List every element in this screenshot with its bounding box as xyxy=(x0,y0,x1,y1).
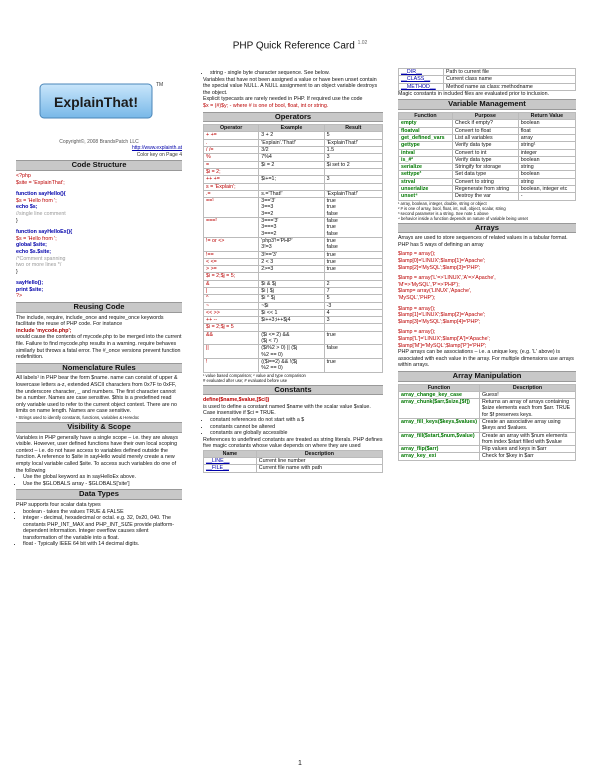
magic-constants-table xyxy=(203,450,383,473)
constants-text: is used to define a constant named $name with the scalar value $value. Case insensitive if $ci = TRUE. xyxy=(203,403,371,417)
variable-mgmt-footnote: ¹ array, boolean, integer, double, string or object ² # is one of array, bool, float, int, null, object, scalar, string ³ second parameter is a string. See note 1 above ⁴ behavior inside a function depends on nature of variable being unset xyxy=(398,200,528,221)
table-row xyxy=(204,266,383,273)
table-cell: .= xyxy=(204,190,259,197)
table-cell xyxy=(324,324,382,331)
table-cell: Guess! xyxy=(479,391,575,398)
table-cell: array_change_key_case xyxy=(399,391,480,398)
column-header: Function xyxy=(399,113,453,120)
table-row xyxy=(399,453,576,460)
table-cell: true xyxy=(324,266,382,273)
table-row xyxy=(399,120,576,127)
table-cell: 2 < 3 xyxy=(259,258,324,265)
table-cell: Regenerate from string xyxy=(452,186,518,193)
table-cell: 3 + 2 xyxy=(259,132,324,139)
table-cell: unset⁴ xyxy=(399,193,453,200)
table-cell: 5 xyxy=(324,132,382,139)
column-header: Example xyxy=(259,125,324,132)
table-cell: $i << 1 xyxy=(259,309,324,316)
table-cell: != or <> xyxy=(204,237,259,251)
table-row xyxy=(204,280,383,287)
table-cell: boolean xyxy=(518,171,575,178)
table-cell: array_flip($arr) xyxy=(399,446,480,453)
code-line: $lamp['L']='LINUX';$lamp['A']='Apache'; xyxy=(398,335,491,342)
array-manip-header: Array Manipulation xyxy=(398,371,576,382)
table-cell: ! xyxy=(204,358,259,372)
table-cell: float xyxy=(518,127,575,134)
code-line: $lamp[3]='MySQL';$lamp[4]='PHP'; xyxy=(398,318,481,325)
table-row xyxy=(204,273,383,280)
column-2 xyxy=(203,70,383,473)
table-cell: $i = 2; xyxy=(204,168,259,175)
table-cell: string xyxy=(518,178,575,185)
table-cell: Verify data type xyxy=(452,142,518,149)
table-cell: $i | $j xyxy=(259,287,324,294)
table-cell: ==¹ xyxy=(204,198,259,218)
table-cell: $i+=1; xyxy=(259,176,324,183)
table-row xyxy=(399,149,576,156)
list-item: • constants are globally accessible xyxy=(210,430,383,437)
version-label: 1.02 xyxy=(357,40,368,46)
column-header: Return Value xyxy=(518,113,575,120)
column-header: Operator xyxy=(204,125,259,132)
table-cell: 2>=3 xyxy=(259,266,324,273)
typecast-code: $x = (#)$y; - where # is one of bool, float, int or string. xyxy=(203,102,329,109)
table-cell: ~ xyxy=(204,302,259,309)
table-cell: true xyxy=(324,358,382,372)
array-manip-table xyxy=(398,384,576,461)
table-cell: ($i%2 > 0) || ($j %2 == 0) xyxy=(259,345,324,359)
table-cell: 3 xyxy=(324,317,382,324)
list-item: • Use the global keyword as in sayHelloEx above. xyxy=(23,474,182,481)
table-row xyxy=(204,287,383,294)
table-row xyxy=(399,164,576,171)
code-line: 'M'=>'MySQL','P'=>'PHP'); xyxy=(398,281,460,288)
table-row xyxy=(204,324,383,331)
table-cell: !== xyxy=(204,251,259,258)
table-row xyxy=(399,178,576,185)
table-cell xyxy=(259,273,324,280)
table-row xyxy=(204,139,383,146)
column-header: Function xyxy=(399,384,480,391)
table-cell: string xyxy=(518,164,575,171)
variable-mgmt-body xyxy=(399,120,576,200)
table-row xyxy=(399,446,576,453)
table-cell: / /= xyxy=(204,147,259,154)
table-cell: 3/2 xyxy=(259,147,324,154)
table-row xyxy=(399,432,576,446)
typecast-text: Explicit typecasts are rarely needed in PHP. If required use the code xyxy=(203,96,363,103)
table-cell: ++ += xyxy=(204,176,259,183)
column-3 xyxy=(398,68,576,461)
table-cell: boolean xyxy=(518,156,575,163)
table-cell: Returns an array of arrays containing $size elements each from $arr. TRUE for $f preserves keys. xyxy=(479,399,575,419)
table-cell: - xyxy=(518,193,575,200)
table-cell: Verify data type xyxy=(452,156,518,163)
table-cell: array_fill_keys($keys,$values) xyxy=(399,419,480,433)
table-cell: 3==='3' 3===3 3===2 xyxy=(259,218,324,238)
variable-mgmt-table xyxy=(398,112,576,201)
table-row xyxy=(399,186,576,193)
table-row xyxy=(399,127,576,134)
table-cell: ===² xyxy=(204,218,259,238)
table-cell: + += xyxy=(204,132,259,139)
table-cell: $i = 2;$j = 5; xyxy=(204,273,259,280)
table-row xyxy=(204,237,383,251)
table-cell: 2 xyxy=(324,280,382,287)
code-line: $lamp['M']='MySQL';$lamp['P']='PHP'; xyxy=(398,342,487,349)
table-cell: Destroy the var xyxy=(452,193,518,200)
visibility-text: Variables in PHP generally have a single scope – i.e. they are always visible. However, user defined functions have their own local scoping context – i.e. do not have access to variables defined outside the function. A reference to $site in sayHello would merely create a new empty local variable called $site. To access such variables do one of the following xyxy=(16,434,179,474)
table-row xyxy=(204,154,383,161)
table-row xyxy=(204,302,383,309)
table-row xyxy=(204,190,383,197)
table-cell: 'ExplainThat!' xyxy=(324,139,382,146)
table-cell: 'ExplainThat!' xyxy=(324,190,382,197)
code-line: $lamp[0]='LINUX';$lamp[1]='Apache'; xyxy=(398,258,486,265)
column-header: Name xyxy=(204,450,257,457)
table-row xyxy=(399,399,576,419)
table-cell: get_defined_vars xyxy=(399,134,453,141)
code-line: $lamp = array(); xyxy=(398,305,436,312)
table-cell: List all variables xyxy=(452,134,518,141)
table-cell: $i++3;i++$j4 xyxy=(259,317,324,324)
arrays-code xyxy=(398,251,576,349)
copyright: Copyright©, 2008 BrandsPatch LLC xyxy=(59,138,139,145)
table-cell: || xyxy=(204,345,259,359)
table-row xyxy=(204,317,383,324)
table-cell: array xyxy=(518,134,575,141)
table-cell: Create an array with $num elements from index $start filled with $value xyxy=(479,432,575,446)
column-header: Purpose xyxy=(452,113,518,120)
list-item: • float - Typically IEEE 64 bit with 14 decimal digits. xyxy=(23,541,182,548)
table-cell: < <= xyxy=(204,258,259,265)
include-example: include 'mycode.php'; xyxy=(16,327,72,334)
table-cell: integer xyxy=(518,149,575,156)
data-types-list xyxy=(16,509,182,549)
arrays-text: Arrays are used to store sequences of related values in a tabular format. PHP has 5 ways of defining an array xyxy=(398,235,568,248)
table-cell: gettype xyxy=(399,142,453,149)
column-header: Description xyxy=(256,450,382,457)
null-text: Variables that have not been assigned a value or have been unset contain the special value NULL. A NULL assignment to an object variable destroys the object. xyxy=(203,76,378,96)
table-cell: true xyxy=(324,251,382,258)
reusing-code-header: Reusing Code xyxy=(16,302,182,313)
table-cell: (($i==2) && !($j %2 == 0) xyxy=(259,358,324,372)
table-cell: s = 'Explain'; xyxy=(204,183,259,190)
table-row xyxy=(399,134,576,141)
table-row xyxy=(204,147,383,154)
page-number: 1 xyxy=(298,760,302,767)
table-cell: $i & $j xyxy=(259,280,324,287)
code-line: $lamp = array(); xyxy=(398,251,436,258)
data-types-intro: PHP supports four scalar data types xyxy=(16,501,101,508)
table-cell: & xyxy=(204,280,259,287)
table-row xyxy=(204,345,383,359)
table-cell: 3=='3' 3==3 3==2 xyxy=(259,198,324,218)
site-link[interactable]: http://www.explainth.at xyxy=(131,145,182,152)
table-row xyxy=(204,358,383,372)
table-cell: settype³ xyxy=(399,171,453,178)
table-cell: 7%4 xyxy=(259,154,324,161)
string-type-list xyxy=(203,70,383,77)
table-cell: Stringify for storage xyxy=(452,164,518,171)
page-title: PHP Quick Reference Card $^{1.02}$ xyxy=(232,40,368,52)
table-cell: floatval xyxy=(399,127,453,134)
table-row: __FILE__ Current file name with path xyxy=(204,465,383,472)
table-cell xyxy=(259,183,324,190)
table-cell xyxy=(259,324,324,331)
table-cell: ^ xyxy=(204,295,259,302)
column-header: Result xyxy=(324,125,382,132)
code-line: 'MySQL','PHP'); xyxy=(398,294,436,301)
arrays-header: Arrays xyxy=(398,223,576,234)
table-cell: > >= xyxy=(204,266,259,273)
operators-body xyxy=(204,132,383,372)
table-row xyxy=(399,171,576,178)
table-cell: Flip values and keys in $arr xyxy=(479,446,575,453)
visibility-header: Visibility & Scope xyxy=(16,422,182,433)
arrays-text-2: PHP arrays can be associations – i.e. a unique key, (e.g. 'L' above) is associated with each value in the array. For multiple dimensions use arrays within arrays. xyxy=(398,349,574,369)
table-cell: false true false xyxy=(324,218,382,238)
define-code: define($name,$value,[$ci]) xyxy=(203,397,270,404)
reusing-code-text-2: would cause the contents of mycode.php to be merged into the current file. Failure to find mycode.php results in a warning. require behaves similarly but throws a fatal error. The #_once versions prevent function redefinition. xyxy=(16,334,182,361)
operators-header: Operators xyxy=(203,112,383,123)
table-row xyxy=(204,176,383,183)
logo-text: ExplainThat! xyxy=(53,94,139,110)
table-cell: boolean xyxy=(518,120,575,127)
table-row xyxy=(399,391,576,398)
table-cell: Set data type xyxy=(452,171,518,178)
table-cell: ++ -- xyxy=(204,317,259,324)
table-cell xyxy=(259,168,324,175)
table-cell: 1.5 xyxy=(324,147,382,154)
table-row: __CLASS__ Current class name xyxy=(399,76,576,83)
table-cell: serialize xyxy=(399,164,453,171)
operators-table xyxy=(203,124,383,372)
constants-text-2: References to undefined constants are treated as string literals. PHP defines five magic constants whose value depends on where they are used xyxy=(203,436,383,450)
table-row xyxy=(399,156,576,163)
table-row xyxy=(204,183,383,190)
table-row xyxy=(399,419,576,433)
color-key-note: Color key on Page 4 xyxy=(136,151,182,158)
list-item: • boolean - takes the values TRUE & FALSE xyxy=(23,509,182,516)
table-cell: 7 xyxy=(324,287,382,294)
code-line: $lamp[2]='MySQL';$lamp[3]='PHP'; xyxy=(398,264,481,271)
table-cell xyxy=(324,168,382,175)
table-row: __DIR__ Path to current file xyxy=(399,69,576,76)
magic-constants-note: Magic constants in included files are evaluated prior to inclusion. xyxy=(398,90,550,97)
table-cell: Check if empty? xyxy=(452,120,518,127)
table-cell: unserialize xyxy=(399,186,453,193)
table-row xyxy=(204,218,383,238)
table-cell: Check for $key in $arr xyxy=(479,453,575,460)
column-1 xyxy=(16,70,182,548)
table-cell xyxy=(324,183,382,190)
table-cell: 'Explain'.'That!' xyxy=(259,139,324,146)
table-cell: ($i <= 2) && ($j < 7) xyxy=(259,331,324,345)
table-row xyxy=(204,161,383,168)
table-cell: true true false xyxy=(324,198,382,218)
table-cell: empty xyxy=(399,120,453,127)
reusing-code-text: The include, require, include_once and require_once keywords facilitate the reuse of PHP code. For instance xyxy=(16,314,164,328)
table-cell: 3 xyxy=(324,154,382,161)
nomenclature-header: Nomenclature Rules xyxy=(16,363,182,374)
table-cell: is_#² xyxy=(399,156,453,163)
data-types-header: Data Types xyxy=(16,489,182,500)
logo-tm: TM xyxy=(156,82,164,88)
list-item: • integer - decimal, hexadecimal or octal. e.g. 32, 0x20, 040. The constants PHP_INT_MAX and PHP_INT_SIZE provide platform-dependent information. Integer overflow causes silent transformation of the variable into a float. xyxy=(23,515,182,541)
nomenclature-footnote: ¹ Strings used to identify constants, functions, variables & Heredoc xyxy=(16,414,140,420)
explainthat-logo xyxy=(16,70,182,136)
table-row xyxy=(399,193,576,200)
table-row xyxy=(204,258,383,265)
variable-mgmt-header: Variable Management xyxy=(398,99,576,110)
table-cell: 3!=='3' xyxy=(259,251,324,258)
table-cell: | xyxy=(204,287,259,294)
code-line: $lamp = array('L'=>'LINUX','A'=>'Apache', xyxy=(398,275,496,282)
table-cell: array_chunk($arr,$size,[$f]) xyxy=(399,399,480,419)
table-cell xyxy=(324,273,382,280)
table-cell: << >> xyxy=(204,309,259,316)
table-cell: $i = 2 xyxy=(259,161,324,168)
table-cell: % xyxy=(204,154,259,161)
code-line: $lamp= array('LINUX','Apache', xyxy=(398,288,472,295)
table-cell: Create an associative array using $keys and $values. xyxy=(479,419,575,433)
code-line: $lamp = array(); xyxy=(398,329,436,336)
table-row xyxy=(204,309,383,316)
table-cell: = xyxy=(204,161,259,168)
table-row: __METHOD__ Method name as class::methodname xyxy=(399,83,576,90)
visibility-list xyxy=(16,474,182,487)
table-cell: true xyxy=(324,258,382,265)
table-cell: $i set to 2 xyxy=(324,161,382,168)
table-cell: intval xyxy=(399,149,453,156)
table-cell: $i ^ $j xyxy=(259,295,324,302)
list-item: • Use the $GLOBALS array - $GLOBALS['site'] xyxy=(23,481,182,488)
nomenclature-text: All labels¹ in PHP bear the form $name. name can consist of upper & lowercase letters a-z, extended ASCII characters from 0x7F to 0xFF, the underscore character, _ and numbers. The first character cannot be a number. Names are case sensitive. $this is a predefined read only variable used to refer to the current object context. There are no limits on name length. Names are case sensitive. xyxy=(16,375,178,415)
list-item: • constant references do not start with a $ xyxy=(210,417,383,424)
table-row xyxy=(399,142,576,149)
table-row: __LINE__ Current line number xyxy=(204,458,383,465)
code-structure-block: <?php $site = 'ExplainThat'; function sayHello(){ $s = 'Hello from '; echo $s; //single line comment } function sayHelloEx(){ $s = 'Hello from '; global $site; echo $s.$site; /*Comment spanning two or more lines */ } sayHello(); print $site; ?> xyxy=(16,172,73,300)
table-cell: strval xyxy=(399,178,453,185)
table-cell: Convert to int xyxy=(452,149,518,156)
table-cell: false xyxy=(324,345,382,359)
table-cell: array_fill($start,$num,$value) xyxy=(399,432,480,446)
constants-list xyxy=(203,417,383,437)
array-manip-body xyxy=(399,391,576,460)
table-row xyxy=(204,198,383,218)
operators-footnote: ¹ value based comparison; ² value and type comparison # evaluated after use; # evaluated before use xyxy=(203,372,306,383)
table-cell: 4 xyxy=(324,309,382,316)
code-structure-header: Code Structure xyxy=(16,160,182,171)
table-row xyxy=(204,251,383,258)
table-cell: $i = 2;$j = 5 xyxy=(204,324,259,331)
list-item: • string - single byte character sequence. See below. xyxy=(210,70,383,77)
table-cell: -3 xyxy=(324,302,382,309)
code-line: $lamp[1]='LINUX';$lamp[2]='Apache'; xyxy=(398,312,486,319)
table-cell: array_key_exi xyxy=(399,453,480,460)
table-cell: true xyxy=(324,331,382,345)
table-cell: Convert to string xyxy=(452,178,518,185)
list-item: • constants cannot be altered xyxy=(210,424,383,431)
table-row xyxy=(204,295,383,302)
table-cell: Convert to float xyxy=(452,127,518,134)
magic-constants-table-cont xyxy=(398,68,576,91)
table-cell: 3 xyxy=(324,176,382,183)
table-cell: && xyxy=(204,331,259,345)
table-row xyxy=(204,168,383,175)
table-cell: boolean, integer etc xyxy=(518,186,575,193)
table-cell: ~$i xyxy=(259,302,324,309)
column-header: Description xyxy=(479,384,575,391)
constants-header: Constants xyxy=(203,385,383,396)
table-cell: 5 xyxy=(324,295,382,302)
table-cell: 'php3'!='PHP' 3!=3 xyxy=(259,237,324,251)
table-row xyxy=(204,331,383,345)
table-cell: true false xyxy=(324,237,382,251)
table-row xyxy=(204,132,383,139)
table-cell: s.='That!' xyxy=(259,190,324,197)
table-cell: . xyxy=(204,139,259,146)
table-cell: string¹ xyxy=(518,142,575,149)
